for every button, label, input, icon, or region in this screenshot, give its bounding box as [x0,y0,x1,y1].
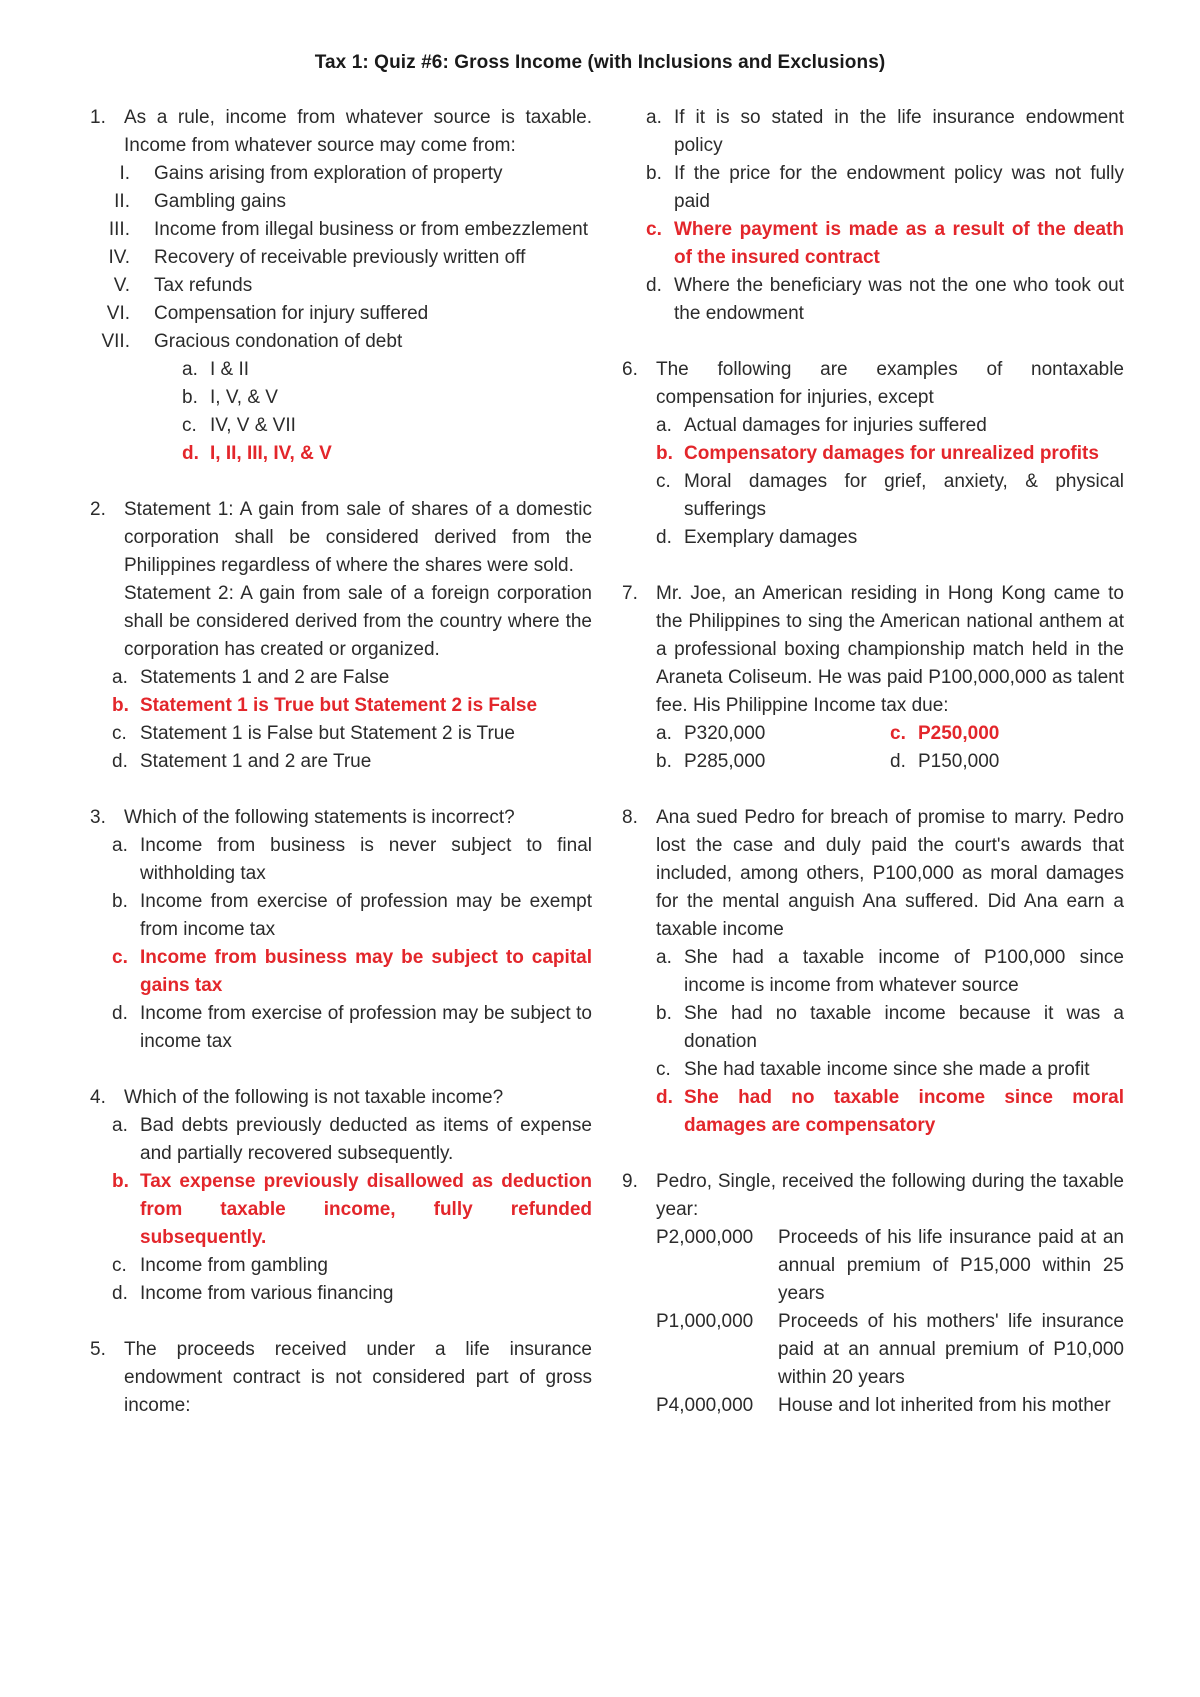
roman-list [101,160,592,356]
question-number: 8. [622,807,638,828]
option-b: b. I, V, & V [182,387,278,408]
option-d: d. Where the beneficiary was not the one who took out the endowment [646,275,1124,324]
option-c: c. IV, V & VII [182,415,296,436]
statement-1: Statement 1: A gain from sale of shares of a domestic corporation shall be considered derived from the Philippines regardless of where the shares were sold. [124,499,592,576]
answer-options [656,412,1124,552]
option-b: b. She had no taxable income because it was a donation [656,1003,1124,1052]
option-b-correct: b. Tax expense previously disallowed as deduction from taxable income, fully refunded subsequently. [112,1171,592,1248]
option-a: a. Income from business is never subject to final withholding tax [112,835,592,884]
option-a: a. Bad debts previously deducted as items of expense and partially recovered subsequently. [112,1115,592,1164]
question-3 [84,804,592,1056]
question-stem: Which of the following statements is incorrect? [124,807,515,828]
list-item: VII. Gracious condonation of debt [101,331,403,352]
option-b: b. Income from exercise of profession may be exempt from income tax [112,891,592,940]
option-b-correct: b. Compensatory damages for unrealized profits [656,443,1099,464]
answer-options-row-2 [656,748,1124,776]
question-number: 5. [90,1339,106,1360]
question-number: 3. [90,807,106,828]
question-stem: Ana sued Pedro for breach of promise to marry. Pedro lost the case and duly paid the court's awards that included, among others, P100,000 as moral damages for the mental anguish Ana suffered. Did Ana earn a taxable income [656,807,1124,940]
list-item: III. Income from illegal business or from embezzlement [108,219,589,240]
question-9 [616,1168,1124,1420]
option-d-correct: d. I, II, III, IV, & V [182,443,332,464]
list-item: IV. Recovery of receivable previously written off [108,247,526,268]
option-d: d. Statement 1 and 2 are True [112,751,372,772]
option-a: a. Statements 1 and 2 are False [112,667,390,688]
list-item: II. Gambling gains [114,191,287,212]
income-items [656,1224,1124,1420]
question-number: 1. [90,107,106,128]
table-row: P4,000,000 House and lot inherited from his mother [656,1395,1111,1416]
question-stem: Mr. Joe, an American residing in Hong Kong came to the Philippines to sing the American national anthem at a professional boxing championship match held in the Araneta Coliseum. He was paid P100,000,000 as talent fee. His Philippine Income tax due: [656,583,1124,716]
question-stem: Which of the following is not taxable income? [124,1087,504,1108]
answer-options [112,664,592,776]
question-number: 9. [622,1171,638,1192]
table-row: P1,000,000 Proceeds of his mothers' life insurance paid at an annual premium of P10,000 within 20 years [656,1311,1124,1388]
option-c-correct: c. Income from business may be subject to capital gains tax [112,947,592,996]
option-c: c. Statement 1 is False but Statement 2 is True [112,723,515,744]
answer-options [112,832,592,1056]
question-number: 7. [622,583,638,604]
answer-options [124,356,592,468]
option-a: a. I & II [182,359,250,380]
question-number: 6. [622,359,638,380]
option-c: c. She had taxable income since she made a profit [656,1059,1090,1080]
option-c-correct: c. Where payment is made as a result of the death of the insured contract [646,219,1124,268]
option-d: d. Income from exercise of profession may be subject to income tax [112,1003,592,1052]
option-d: d. Exemplary damages [656,527,858,548]
question-number: 2. [90,499,106,520]
right-column [616,104,1124,1448]
option-a: a. Actual damages for injuries suffered [656,415,987,436]
question-stem: The proceeds received under a life insurance endowment contract is not considered part of gross income: [124,1339,592,1416]
page-title: Tax 1: Quiz #6: Gross Income (with Inclusions and Exclusions) [314,52,886,73]
list-item: V. Tax refunds [113,275,253,296]
question-stem: Pedro, Single, received the following during the taxable year: [656,1171,1124,1220]
option-b: b. If the price for the endowment policy was not fully paid [646,163,1124,212]
table-row: P2,000,000 Proceeds of his life insurance paid at an annual premium of P15,000 within 25 years [656,1227,1124,1304]
option-b-correct: b. Statement 1 is True but Statement 2 is False [112,695,538,716]
option-c: c. Income from gambling [112,1255,328,1276]
answer-options [656,720,1124,748]
question-6 [616,356,1124,552]
option-d: d. P150,000 [890,751,1000,772]
question-2 [84,496,592,776]
question-stem: The following are examples of nontaxable compensation for injuries, except [656,359,1124,408]
option-d-correct: d. She had no taxable income since moral damages are compensatory [656,1087,1124,1136]
option-a: a. She had a taxable income of P100,000 since income is income from whatever source [656,947,1124,996]
question-4 [84,1084,592,1308]
answer-options [656,944,1124,1140]
question-stem: As a rule, income from whatever source is taxable. Income from whatever source may come from: [124,107,592,156]
list-item: VI. Compensation for injury suffered [106,303,429,324]
question-7 [616,580,1124,776]
option-c: c. Moral damages for grief, anxiety, & physical sufferings [656,471,1124,520]
option-b: b. P285,000 [656,751,766,772]
answer-options [112,1112,592,1308]
question-5-options [616,104,1124,328]
option-d: d. Income from various financing [112,1283,394,1304]
question-8 [616,804,1124,1140]
question-number: 4. [90,1087,106,1108]
statement-2: Statement 2: A gain from sale of a foreign corporation shall be considered derived from the country where the corporation has created or organized. [124,583,592,660]
left-column [84,104,592,1448]
question-5 [84,1336,592,1420]
option-c-correct: c. P250,000 [890,723,1000,744]
option-a: a. If it is so stated in the life insurance endowment policy [646,107,1124,156]
list-item: I. Gains arising from exploration of property [119,163,503,184]
option-a: a. P320,000 [656,723,766,744]
question-1 [84,104,592,468]
